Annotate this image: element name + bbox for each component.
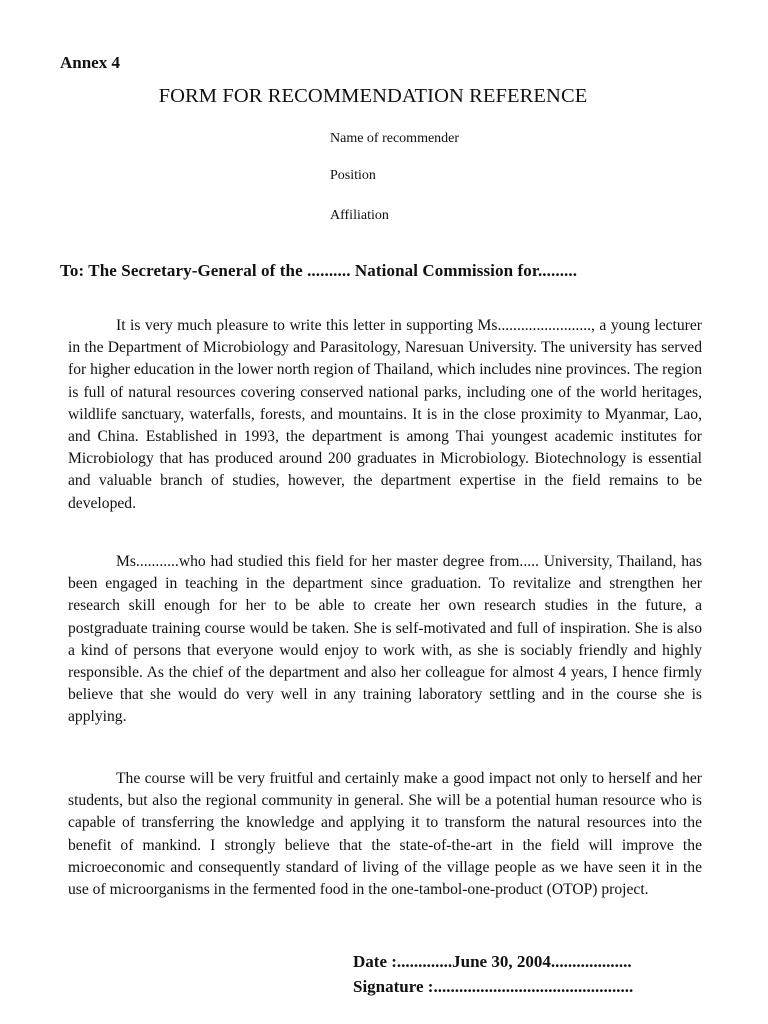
recommender-position-label: Position bbox=[330, 168, 376, 183]
form-title: FORM FOR RECOMMENDATION REFERENCE bbox=[158, 85, 588, 107]
signature-line: Signature :............................................... bbox=[353, 977, 634, 996]
addressee-line: To: The Secretary-General of the .......... National Commission for......... bbox=[60, 261, 578, 280]
letter-paragraph-3: The course will be very fruitful and certainly make a good impact not only to herself and her students, but also the regional community in general. She will be a potential human resource who is capable of transferring the knowledge and applying it to transform the natural resources into the benefit of mankind. I strongly believe that the state-of-the-art in the field will improve the microeconomic and consequently standard of living of the village people as we have seen it in the use of microorganisms in the fermented food in the one-tambol-one-product (OTOP) project. bbox=[68, 770, 702, 899]
letter-paragraph-1: It is very much pleasure to write this letter in supporting Ms........................, a young lecturer in the Department of Microbiology and Parasitology, Naresuan University. The university has served for higher education in the lower north region of Thailand, which includes nine provinces. The region is full of natural resources covering conserved national parks, including one of the world heritages, wildlife sanctuary, waterfalls, forests, and mountains. It is in the close proximity to Myanmar, Lao, and China. Established in 1993, the department is among Thai youngest academic institutes for Microbiology that has produced around 200 graduates in Microbiology. Biotechnology is essential and valuable branch of studies, however, the department expertise in the field remains to be developed. bbox=[68, 317, 702, 512]
recommender-name-label: Name of recommender bbox=[330, 131, 460, 146]
letter-paragraph-2: Ms...........who had studied this field for her master degree from..... University, Thailand, has been engaged in teaching in the department since graduation. To revitalize and strengthen her research skill enough for her to be able to create her own research studies in the future, a postgraduate training course would be taken. She is self-motivated and full of inspiration. She is also a kind of persons that everyone would enjoy to work with, as she is sociably friendly and highly responsible. As the chief of the department and also her colleague for almost 4 years, I hence firmly believe that she would do very well in any training laboratory settling and in the course she is applying. bbox=[68, 553, 702, 726]
recommender-affiliation-label: Affiliation bbox=[330, 208, 389, 223]
date-line: Date :.............June 30, 2004................... bbox=[353, 952, 632, 971]
annex-label: Annex 4 bbox=[60, 53, 120, 72]
